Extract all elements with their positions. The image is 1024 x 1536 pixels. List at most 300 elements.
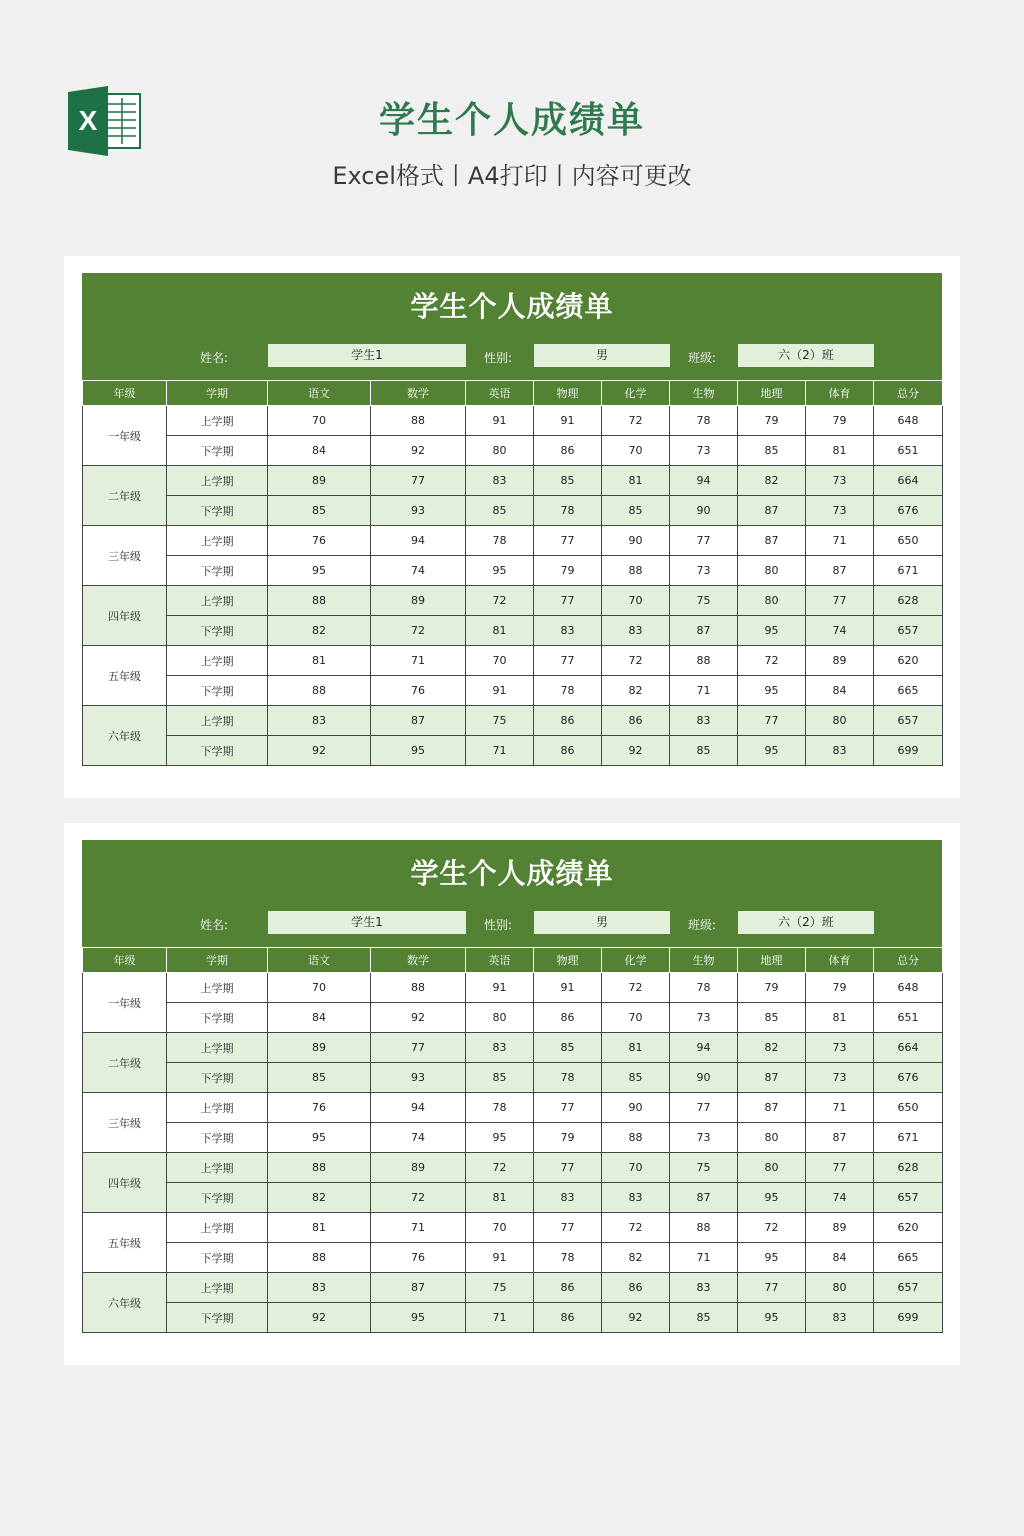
- term-cell: 上学期: [167, 1213, 268, 1243]
- score-cell[interactable]: 82: [268, 616, 371, 646]
- score-cell[interactable]: 72: [602, 1213, 670, 1243]
- name-field[interactable]: 学生1: [268, 911, 466, 934]
- score-cell[interactable]: 85: [534, 1033, 602, 1063]
- score-cell[interactable]: 90: [670, 496, 738, 526]
- score-cell[interactable]: 79: [738, 973, 806, 1003]
- score-table: [82, 380, 943, 766]
- score-cell[interactable]: 91: [466, 1243, 534, 1273]
- gender-field[interactable]: 男: [534, 911, 670, 934]
- grade-cell: 四年级: [83, 1153, 167, 1213]
- class-field[interactable]: 六（2）班: [738, 344, 874, 367]
- score-cell[interactable]: 86: [534, 736, 602, 766]
- table-row: [83, 1003, 943, 1033]
- table-row: [83, 1123, 943, 1153]
- score-cell[interactable]: 72: [371, 616, 466, 646]
- column-header: 学期: [167, 381, 268, 406]
- score-cell[interactable]: 87: [806, 556, 874, 586]
- score-cell[interactable]: 83: [268, 706, 371, 736]
- score-cell[interactable]: 95: [738, 1183, 806, 1213]
- score-cell[interactable]: 93: [371, 496, 466, 526]
- total-cell[interactable]: 671: [874, 1123, 943, 1153]
- score-cell[interactable]: 73: [806, 466, 874, 496]
- grade-cell: 五年级: [83, 1213, 167, 1273]
- table-row: [83, 676, 943, 706]
- score-sheet-card: [64, 256, 960, 798]
- score-cell[interactable]: 95: [738, 676, 806, 706]
- score-cell[interactable]: 95: [466, 556, 534, 586]
- table-header-row: [83, 381, 943, 406]
- grade-cell: 一年级: [83, 406, 167, 466]
- score-cell[interactable]: 86: [534, 1273, 602, 1303]
- score-cell[interactable]: 85: [466, 496, 534, 526]
- table-row: [83, 1213, 943, 1243]
- class-field[interactable]: 六（2）班: [738, 911, 874, 934]
- total-cell[interactable]: 665: [874, 1243, 943, 1273]
- score-sheet-card: [64, 823, 960, 1365]
- score-cell[interactable]: 75: [466, 1273, 534, 1303]
- score-cell[interactable]: 70: [602, 1003, 670, 1033]
- score-cell[interactable]: 95: [738, 1303, 806, 1333]
- table-row: [83, 496, 943, 526]
- grade-cell: 六年级: [83, 706, 167, 766]
- score-cell[interactable]: 81: [466, 616, 534, 646]
- table-row: [83, 1093, 943, 1123]
- score-cell[interactable]: 72: [602, 406, 670, 436]
- total-cell[interactable]: 657: [874, 1273, 943, 1303]
- score-cell[interactable]: 85: [602, 496, 670, 526]
- score-cell[interactable]: 75: [670, 586, 738, 616]
- score-cell[interactable]: 80: [738, 556, 806, 586]
- total-cell[interactable]: 699: [874, 1303, 943, 1333]
- score-cell[interactable]: 77: [534, 646, 602, 676]
- score-cell[interactable]: 82: [738, 1033, 806, 1063]
- score-cell[interactable]: 72: [371, 1183, 466, 1213]
- score-cell[interactable]: 86: [534, 1303, 602, 1333]
- score-cell[interactable]: 83: [534, 616, 602, 646]
- gender-field[interactable]: 男: [534, 344, 670, 367]
- page-header: [0, 0, 1024, 230]
- score-cell[interactable]: 80: [738, 1153, 806, 1183]
- column-header: 物理: [534, 948, 602, 973]
- score-cell[interactable]: 87: [738, 496, 806, 526]
- score-cell[interactable]: 77: [806, 586, 874, 616]
- class-label: 班级:: [688, 351, 717, 365]
- score-cell[interactable]: 84: [806, 1243, 874, 1273]
- score-cell[interactable]: 90: [602, 526, 670, 556]
- score-cell[interactable]: 81: [806, 436, 874, 466]
- column-header: 体育: [806, 948, 874, 973]
- score-cell[interactable]: 76: [371, 1243, 466, 1273]
- score-cell[interactable]: 79: [534, 1123, 602, 1153]
- score-cell[interactable]: 73: [806, 1033, 874, 1063]
- score-cell[interactable]: 90: [670, 1063, 738, 1093]
- term-cell: 下学期: [167, 1243, 268, 1273]
- score-cell[interactable]: 84: [268, 1003, 371, 1033]
- column-header: 生物: [670, 948, 738, 973]
- table-row: [83, 556, 943, 586]
- score-cell[interactable]: 92: [268, 1303, 371, 1333]
- total-cell[interactable]: 657: [874, 616, 943, 646]
- score-cell[interactable]: 92: [268, 736, 371, 766]
- total-cell[interactable]: 699: [874, 736, 943, 766]
- score-cell[interactable]: 78: [534, 1063, 602, 1093]
- score-cell[interactable]: 94: [371, 526, 466, 556]
- score-cell[interactable]: 92: [371, 1003, 466, 1033]
- column-header: 总分: [874, 948, 943, 973]
- score-cell[interactable]: 82: [602, 676, 670, 706]
- score-cell[interactable]: 84: [806, 676, 874, 706]
- score-cell[interactable]: 70: [602, 586, 670, 616]
- column-header: 数学: [371, 948, 466, 973]
- score-cell[interactable]: 85: [738, 436, 806, 466]
- score-cell[interactable]: 81: [466, 1183, 534, 1213]
- total-cell[interactable]: 651: [874, 1003, 943, 1033]
- total-cell[interactable]: 665: [874, 676, 943, 706]
- column-header: 数学: [371, 381, 466, 406]
- term-cell: 下学期: [167, 676, 268, 706]
- grade-cell: 六年级: [83, 1273, 167, 1333]
- score-cell[interactable]: 71: [806, 1093, 874, 1123]
- score-cell[interactable]: 91: [466, 973, 534, 1003]
- score-cell[interactable]: 91: [534, 973, 602, 1003]
- total-cell[interactable]: 650: [874, 526, 943, 556]
- term-cell: 下学期: [167, 1003, 268, 1033]
- term-cell: 上学期: [167, 1093, 268, 1123]
- score-cell[interactable]: 74: [806, 616, 874, 646]
- score-cell[interactable]: 95: [371, 736, 466, 766]
- score-cell[interactable]: 81: [806, 1003, 874, 1033]
- score-cell[interactable]: 78: [534, 496, 602, 526]
- term-cell: 下学期: [167, 736, 268, 766]
- term-cell: 上学期: [167, 586, 268, 616]
- term-cell: 下学期: [167, 1183, 268, 1213]
- score-cell[interactable]: 90: [602, 1093, 670, 1123]
- grade-cell: 三年级: [83, 1093, 167, 1153]
- table-row: [83, 1183, 943, 1213]
- grade-cell: 二年级: [83, 466, 167, 526]
- score-cell[interactable]: 85: [670, 736, 738, 766]
- score-cell[interactable]: 89: [268, 1033, 371, 1063]
- name-field[interactable]: 学生1: [268, 344, 466, 367]
- score-cell[interactable]: 74: [371, 556, 466, 586]
- score-cell[interactable]: 72: [602, 973, 670, 1003]
- score-cell[interactable]: 86: [602, 1273, 670, 1303]
- term-cell: 下学期: [167, 436, 268, 466]
- grade-cell: 二年级: [83, 1033, 167, 1093]
- score-cell[interactable]: 79: [534, 556, 602, 586]
- score-cell[interactable]: 91: [466, 406, 534, 436]
- total-cell[interactable]: 628: [874, 1153, 943, 1183]
- page-title: 学生个人成绩单: [378, 100, 645, 141]
- score-cell[interactable]: 70: [602, 1153, 670, 1183]
- score-cell[interactable]: 93: [371, 1063, 466, 1093]
- table-row: [83, 616, 943, 646]
- score-cell[interactable]: 83: [806, 1303, 874, 1333]
- score-cell[interactable]: 79: [806, 973, 874, 1003]
- score-cell[interactable]: 83: [466, 466, 534, 496]
- score-cell[interactable]: 92: [602, 1303, 670, 1333]
- column-header: 语文: [268, 948, 371, 973]
- score-cell[interactable]: 79: [806, 406, 874, 436]
- score-cell[interactable]: 88: [670, 646, 738, 676]
- score-cell[interactable]: 89: [371, 1153, 466, 1183]
- score-cell[interactable]: 80: [738, 1123, 806, 1153]
- sheet-header: [82, 840, 942, 947]
- score-cell[interactable]: 82: [268, 1183, 371, 1213]
- score-cell[interactable]: 77: [738, 1273, 806, 1303]
- score-cell[interactable]: 85: [534, 466, 602, 496]
- score-cell[interactable]: 77: [534, 1093, 602, 1123]
- score-cell[interactable]: 70: [268, 406, 371, 436]
- score-cell[interactable]: 84: [268, 436, 371, 466]
- page-subtitle: Excel格式丨A4打印丨内容可更改: [332, 162, 692, 190]
- score-cell[interactable]: 83: [466, 1033, 534, 1063]
- score-cell[interactable]: 86: [602, 706, 670, 736]
- score-cell[interactable]: 71: [670, 676, 738, 706]
- score-cell[interactable]: 95: [371, 1303, 466, 1333]
- score-cell[interactable]: 71: [806, 526, 874, 556]
- score-cell[interactable]: 72: [602, 646, 670, 676]
- score-cell[interactable]: 81: [268, 646, 371, 676]
- term-cell: 下学期: [167, 1123, 268, 1153]
- score-cell[interactable]: 78: [466, 1093, 534, 1123]
- column-header: 地理: [738, 948, 806, 973]
- score-cell[interactable]: 71: [371, 646, 466, 676]
- score-cell[interactable]: 85: [602, 1063, 670, 1093]
- name-label: 姓名:: [200, 351, 229, 365]
- score-cell[interactable]: 88: [268, 586, 371, 616]
- score-cell[interactable]: 89: [371, 586, 466, 616]
- term-cell: 上学期: [167, 973, 268, 1003]
- score-cell[interactable]: 71: [371, 1213, 466, 1243]
- score-cell[interactable]: 83: [602, 1183, 670, 1213]
- score-cell[interactable]: 70: [602, 436, 670, 466]
- score-cell[interactable]: 81: [602, 1033, 670, 1063]
- gender-label: 性别:: [484, 918, 513, 932]
- score-cell[interactable]: 86: [534, 436, 602, 466]
- score-cell[interactable]: 89: [806, 1213, 874, 1243]
- score-cell[interactable]: 77: [806, 1153, 874, 1183]
- score-cell[interactable]: 85: [670, 1303, 738, 1333]
- score-cell[interactable]: 72: [466, 586, 534, 616]
- table-row: [83, 706, 943, 736]
- score-cell[interactable]: 74: [806, 1183, 874, 1213]
- score-cell[interactable]: 85: [268, 496, 371, 526]
- column-header: 年级: [83, 948, 167, 973]
- name-label: 姓名:: [200, 918, 229, 932]
- total-cell[interactable]: 671: [874, 556, 943, 586]
- score-cell[interactable]: 77: [738, 706, 806, 736]
- score-cell[interactable]: 78: [466, 526, 534, 556]
- score-cell[interactable]: 72: [738, 646, 806, 676]
- score-cell[interactable]: 74: [371, 1123, 466, 1153]
- total-cell[interactable]: 651: [874, 436, 943, 466]
- score-cell[interactable]: 88: [268, 1153, 371, 1183]
- term-cell: 下学期: [167, 1303, 268, 1333]
- score-cell[interactable]: 83: [534, 1183, 602, 1213]
- score-cell[interactable]: 75: [670, 1153, 738, 1183]
- table-row: [83, 736, 943, 766]
- score-cell[interactable]: 80: [466, 436, 534, 466]
- score-cell[interactable]: 77: [534, 586, 602, 616]
- score-cell[interactable]: 77: [670, 1093, 738, 1123]
- score-cell[interactable]: 89: [268, 466, 371, 496]
- score-cell[interactable]: 77: [534, 1213, 602, 1243]
- score-cell[interactable]: 71: [466, 1303, 534, 1333]
- score-cell[interactable]: 75: [466, 706, 534, 736]
- total-cell[interactable]: 650: [874, 1093, 943, 1123]
- total-cell[interactable]: 657: [874, 706, 943, 736]
- table-header-row: [83, 948, 943, 973]
- score-cell[interactable]: 81: [268, 1213, 371, 1243]
- score-cell[interactable]: 83: [670, 1273, 738, 1303]
- column-header: 年级: [83, 381, 167, 406]
- term-cell: 下学期: [167, 616, 268, 646]
- term-cell: 下学期: [167, 1063, 268, 1093]
- total-cell[interactable]: 648: [874, 406, 943, 436]
- score-cell[interactable]: 85: [268, 1063, 371, 1093]
- score-cell[interactable]: 87: [371, 1273, 466, 1303]
- score-cell[interactable]: 87: [806, 1123, 874, 1153]
- score-cell[interactable]: 73: [670, 1003, 738, 1033]
- score-cell[interactable]: 87: [738, 526, 806, 556]
- column-header: 体育: [806, 381, 874, 406]
- column-header: 生物: [670, 381, 738, 406]
- total-cell[interactable]: 664: [874, 466, 943, 496]
- score-cell[interactable]: 72: [466, 1153, 534, 1183]
- score-cell[interactable]: 87: [738, 1063, 806, 1093]
- total-cell[interactable]: 676: [874, 1063, 943, 1093]
- score-sheet: [82, 273, 942, 766]
- score-cell[interactable]: 83: [806, 736, 874, 766]
- total-cell[interactable]: 664: [874, 1033, 943, 1063]
- score-cell[interactable]: 86: [534, 706, 602, 736]
- score-cell[interactable]: 80: [738, 586, 806, 616]
- table-row: [83, 406, 943, 436]
- table-row: [83, 1063, 943, 1093]
- score-cell[interactable]: 78: [670, 973, 738, 1003]
- score-cell[interactable]: 87: [738, 1093, 806, 1123]
- score-cell[interactable]: 88: [371, 406, 466, 436]
- score-cell[interactable]: 78: [670, 406, 738, 436]
- score-cell[interactable]: 78: [534, 676, 602, 706]
- grade-cell: 三年级: [83, 526, 167, 586]
- score-cell[interactable]: 73: [670, 436, 738, 466]
- column-header: 英语: [466, 381, 534, 406]
- score-cell[interactable]: 88: [371, 973, 466, 1003]
- score-cell[interactable]: 87: [670, 616, 738, 646]
- score-cell[interactable]: 71: [466, 736, 534, 766]
- score-cell[interactable]: 88: [268, 676, 371, 706]
- score-cell[interactable]: 92: [371, 436, 466, 466]
- svg-text:X: X: [78, 105, 98, 136]
- score-cell[interactable]: 95: [738, 1243, 806, 1273]
- score-cell[interactable]: 88: [602, 1123, 670, 1153]
- total-cell[interactable]: 657: [874, 1183, 943, 1213]
- score-cell[interactable]: 73: [670, 1123, 738, 1153]
- table-body: [83, 406, 943, 766]
- total-cell[interactable]: 620: [874, 1213, 943, 1243]
- table-row: [83, 1273, 943, 1303]
- score-cell[interactable]: 89: [806, 646, 874, 676]
- score-cell[interactable]: 72: [738, 1213, 806, 1243]
- score-cell[interactable]: 95: [466, 1123, 534, 1153]
- score-cell[interactable]: 81: [602, 466, 670, 496]
- score-cell[interactable]: 94: [670, 1033, 738, 1063]
- score-cell[interactable]: 95: [268, 556, 371, 586]
- score-cell[interactable]: 95: [268, 1123, 371, 1153]
- score-cell[interactable]: 76: [371, 676, 466, 706]
- score-cell[interactable]: 87: [670, 1183, 738, 1213]
- score-cell[interactable]: 83: [602, 616, 670, 646]
- table-row: [83, 436, 943, 466]
- score-cell[interactable]: 91: [466, 676, 534, 706]
- term-cell: 下学期: [167, 496, 268, 526]
- score-cell[interactable]: 82: [738, 466, 806, 496]
- score-cell[interactable]: 94: [670, 466, 738, 496]
- total-cell[interactable]: 648: [874, 973, 943, 1003]
- score-cell[interactable]: 88: [602, 556, 670, 586]
- score-cell[interactable]: 88: [670, 1213, 738, 1243]
- score-cell[interactable]: 79: [738, 406, 806, 436]
- score-cell[interactable]: 70: [466, 1213, 534, 1243]
- score-cell[interactable]: 95: [738, 736, 806, 766]
- score-cell[interactable]: 77: [534, 1153, 602, 1183]
- score-cell[interactable]: 87: [371, 706, 466, 736]
- score-cell[interactable]: 78: [534, 1243, 602, 1273]
- score-cell[interactable]: 94: [371, 1093, 466, 1123]
- score-cell[interactable]: 88: [268, 1243, 371, 1273]
- total-cell[interactable]: 676: [874, 496, 943, 526]
- term-cell: 上学期: [167, 706, 268, 736]
- score-cell[interactable]: 80: [466, 1003, 534, 1033]
- score-cell[interactable]: 76: [268, 1093, 371, 1123]
- total-cell[interactable]: 628: [874, 586, 943, 616]
- column-header: 学期: [167, 948, 268, 973]
- score-cell[interactable]: 83: [268, 1273, 371, 1303]
- score-cell[interactable]: 85: [466, 1063, 534, 1093]
- score-cell[interactable]: 76: [268, 526, 371, 556]
- score-cell[interactable]: 92: [602, 736, 670, 766]
- score-cell[interactable]: 80: [806, 706, 874, 736]
- score-cell[interactable]: 73: [806, 1063, 874, 1093]
- column-header: 总分: [874, 381, 943, 406]
- score-cell[interactable]: 83: [670, 706, 738, 736]
- score-cell[interactable]: 77: [534, 526, 602, 556]
- score-cell[interactable]: 77: [371, 1033, 466, 1063]
- class-label: 班级:: [688, 918, 717, 932]
- score-cell[interactable]: 77: [371, 466, 466, 496]
- table-row: [83, 1243, 943, 1273]
- score-cell[interactable]: 71: [670, 1243, 738, 1273]
- score-cell[interactable]: 73: [806, 496, 874, 526]
- score-cell[interactable]: 91: [534, 406, 602, 436]
- score-cell[interactable]: 82: [602, 1243, 670, 1273]
- score-cell[interactable]: 86: [534, 1003, 602, 1033]
- score-cell[interactable]: 73: [670, 556, 738, 586]
- sheet-title: 学生个人成绩单: [410, 290, 614, 323]
- score-cell[interactable]: 95: [738, 616, 806, 646]
- score-cell[interactable]: 80: [806, 1273, 874, 1303]
- score-cell[interactable]: 70: [466, 646, 534, 676]
- score-cell[interactable]: 85: [738, 1003, 806, 1033]
- total-cell[interactable]: 620: [874, 646, 943, 676]
- score-cell[interactable]: 70: [268, 973, 371, 1003]
- score-cell[interactable]: 77: [670, 526, 738, 556]
- term-cell: 上学期: [167, 1033, 268, 1063]
- term-cell: 下学期: [167, 556, 268, 586]
- gender-label: 性别:: [484, 351, 513, 365]
